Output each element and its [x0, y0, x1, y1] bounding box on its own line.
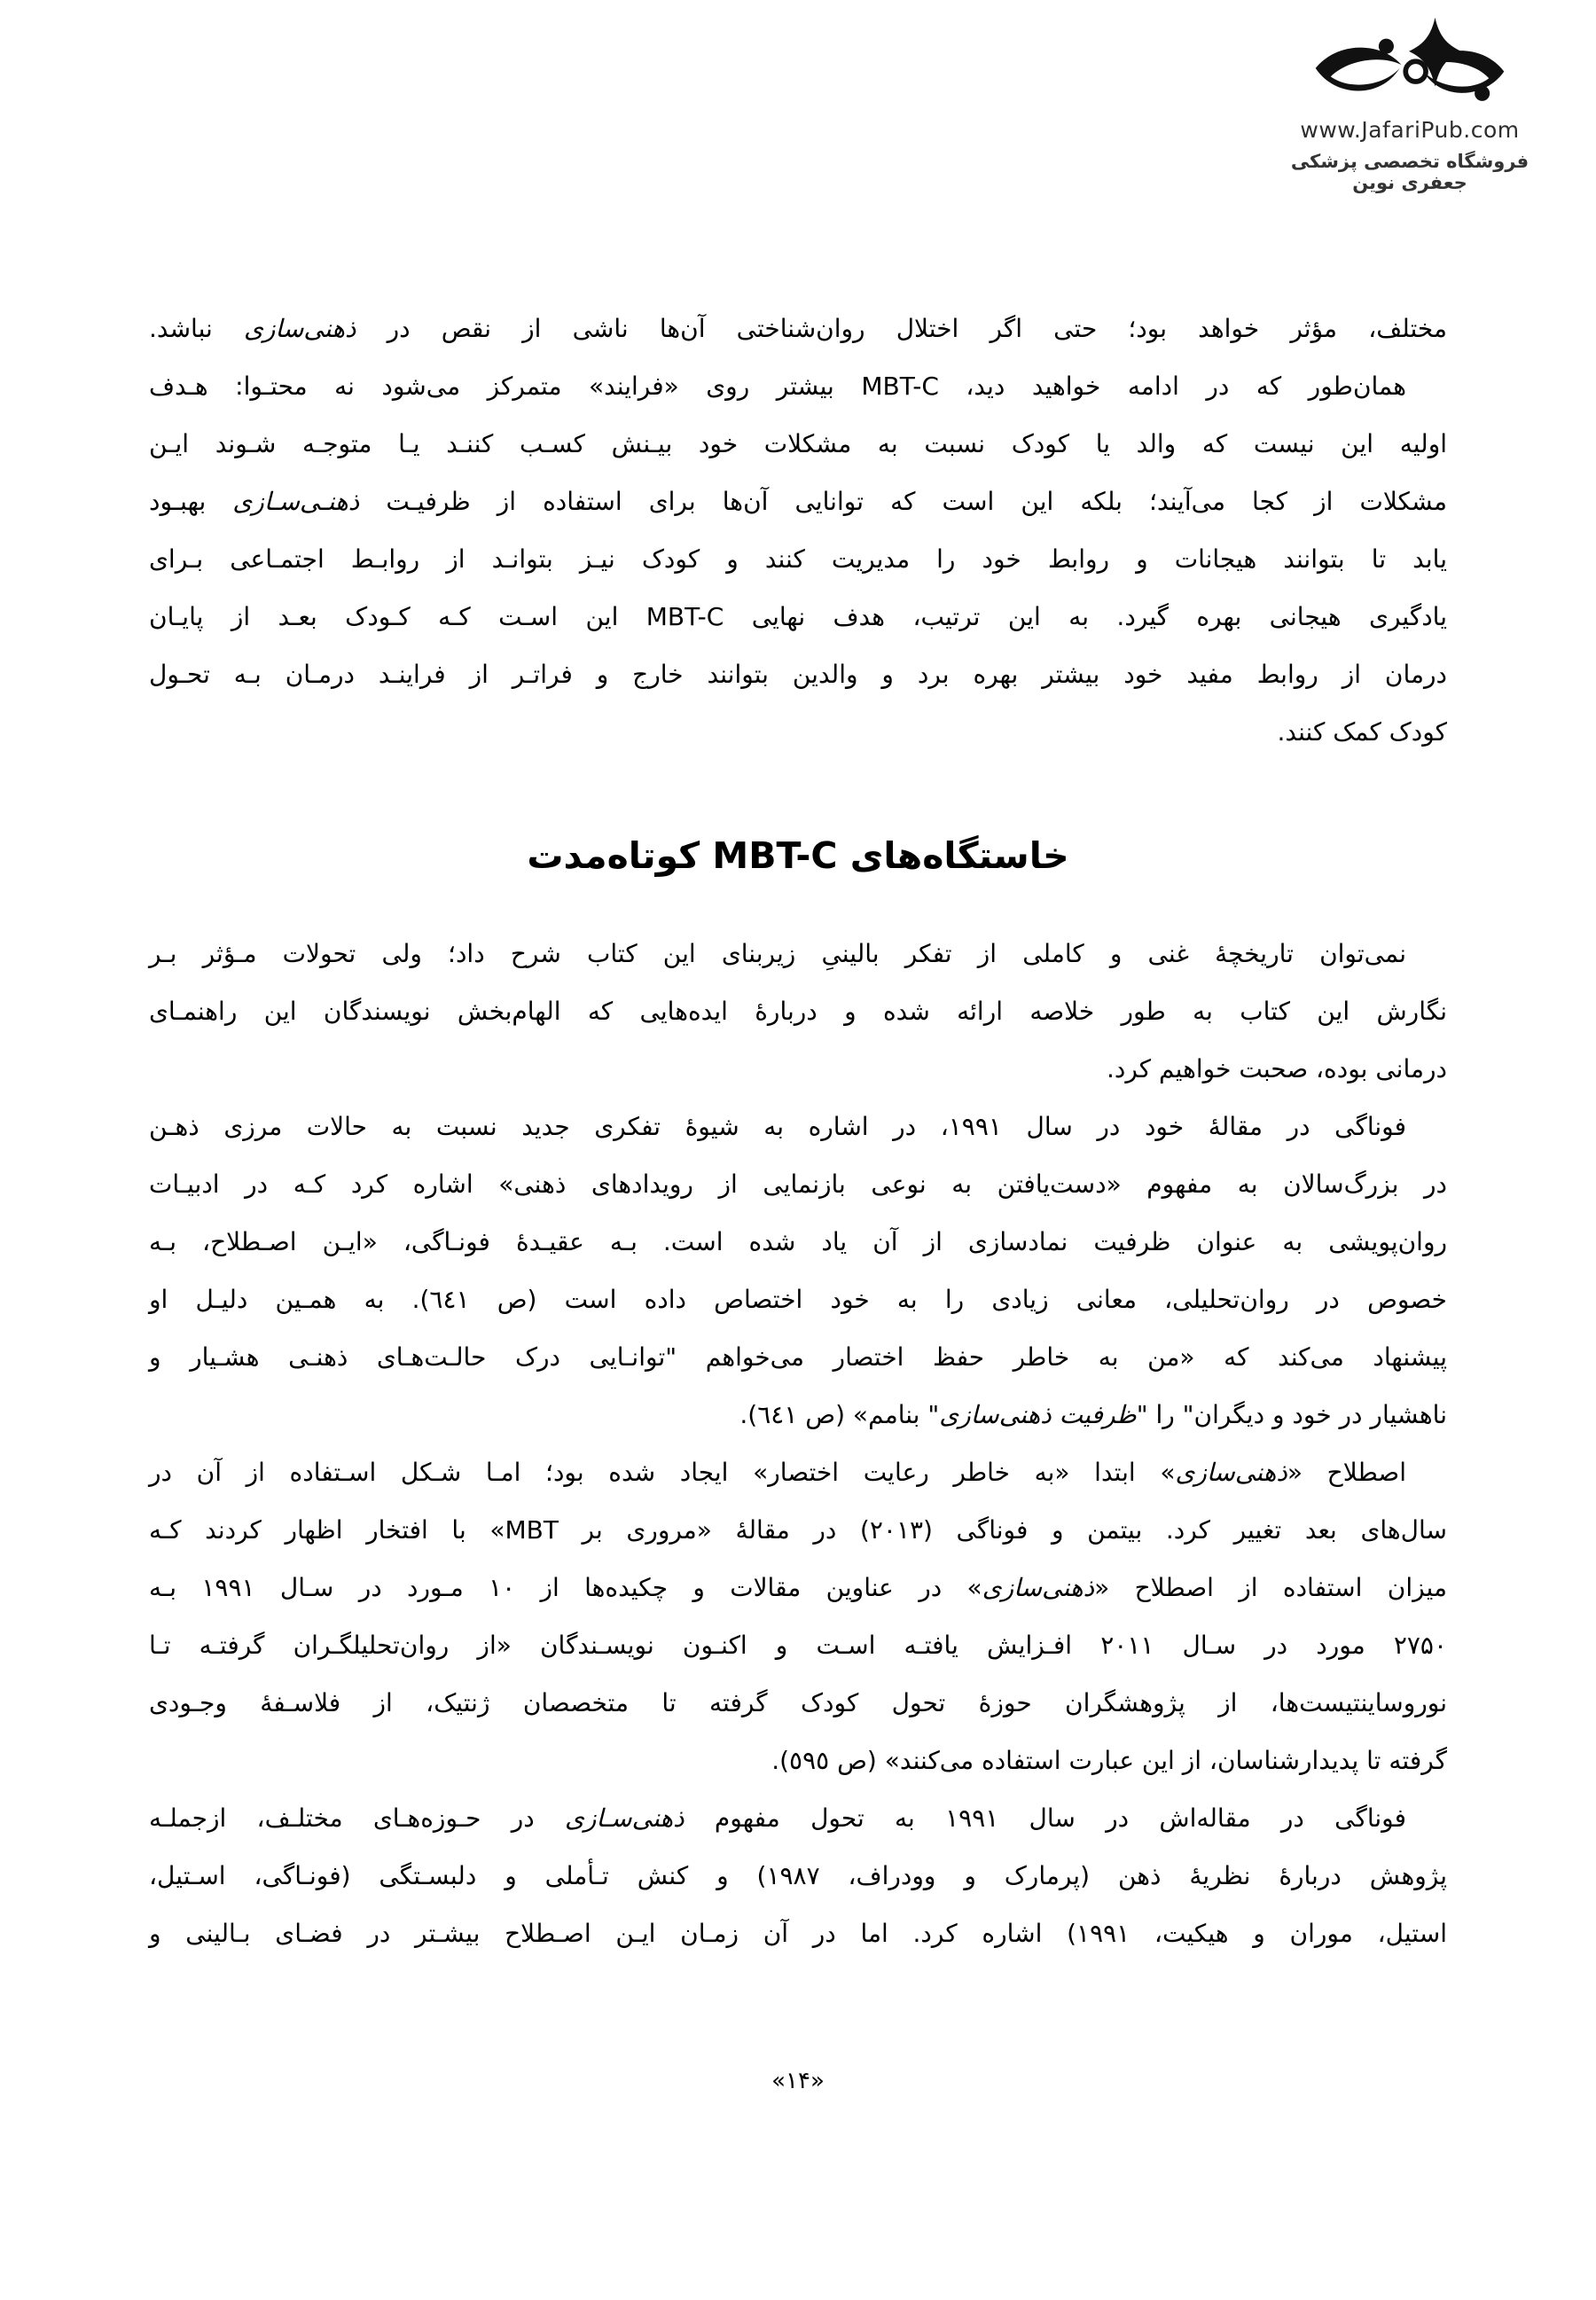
- text-line: [149, 1847, 1447, 1905]
- text-line: [149, 1098, 1447, 1155]
- text-run: همان‌طور که در ادامه خواهید دید، MBT-C بیشتر روی «فرایند» متمرکز می‌شود نه محتـوا: هـدف: [149, 372, 1406, 401]
- text-run: مختلف، مؤثر خواهد بود؛ حتی اگر اختلال روان‌شناختی آن‌ها ناشی از نقص در: [356, 314, 1448, 343]
- text-line: [149, 703, 1447, 761]
- body-text: [149, 300, 1447, 1962]
- text-run: خصوص در روان‌تحلیلی، معانی زیادی را به خود اختصاص داده است (ص ٦٤١). به همـین دلیـل او: [149, 1285, 1447, 1314]
- text-run: ناهشیار در خود و دیگران" را ": [1136, 1400, 1447, 1429]
- text-line: [149, 1674, 1447, 1732]
- text-run: نباشد.: [149, 314, 244, 343]
- text-line: [149, 1732, 1447, 1789]
- text-line: [149, 982, 1447, 1040]
- text-run: درمان از روابط مفید خود بیشتر بهره برد و والدین بتوانند خارج و فراتـر از فراینـد درمـان بـه تحـول: [149, 660, 1447, 689]
- text-run: اصطلاح «: [1287, 1458, 1406, 1487]
- text-run: » ابتدا «به خاطر رعایت اختصار» ایجاد شده بود؛ امـا شـکل اسـتفاده از آن در: [149, 1458, 1176, 1487]
- text-run: اولیه این نیست که والد یا کودک نسبت به مشکلات خود بیـنش کسـب کننـد یـا متوجـه شـوند ایـن: [149, 429, 1447, 458]
- text-run: روان‌پویشی به عنوان ظرفیت نمادسازی از آن یاد شده است. بـه عقیـدهٔ فونـاگی، «ایـن اصـطلاح، بـه: [149, 1227, 1447, 1256]
- text-run: یابد تا بتوانند هیجانات و روابط خود را مدیریت کنند و کودک نیـز بتوانـد از روابـط اجتمـاعی بـرای: [149, 544, 1447, 574]
- text-run: بهبـود: [149, 487, 233, 516]
- section-heading: خاستگاه‌های MBT-C کوتاه‌مدت: [527, 834, 1069, 877]
- italic-term: ذهنی‌سازی: [982, 1573, 1095, 1602]
- text-run: کودک کمک کنند.: [1277, 717, 1447, 747]
- text-run: گرفته تا پدیدارشناسان، از این عبارت استفاده می‌کنند» (ص ٥٩٥).: [771, 1746, 1447, 1775]
- text-run: " بنامم» (ص ٦٤١).: [739, 1400, 940, 1429]
- publisher-url: www.JafariPub.com: [1300, 117, 1520, 143]
- text-line: [149, 1386, 1447, 1443]
- text-line: [149, 530, 1447, 588]
- text-run: استیل، موران و هیکیت، ۱۹۹۱) اشاره کرد. اما در آن زمـان ایـن اصـطلاح بیشـتر در فضـای بـالینی و: [149, 1919, 1447, 1948]
- text-run: » در عناوین مقالات و چکیده‌ها از ۱۰ مـورد در سـال ۱۹۹۱ بـه: [149, 1573, 982, 1602]
- italic-term: ذهنی‌سازی: [1175, 1458, 1287, 1487]
- text-line: [149, 1501, 1447, 1559]
- text-run: در حـوزه‌هـای مختلـف، ازجملـه: [149, 1803, 565, 1833]
- text-run: فوناگی در مقالهٔ خود در سال ۱۹۹۱، در اشاره به شیوهٔ تفکری جدید نسبت به حالات مرزی ذهـن: [149, 1112, 1406, 1141]
- text-line: [149, 1559, 1447, 1616]
- text-run: در بزرگ‌سالان به مفهوم «دست‌یافتن به نوعی بازنمایی از رویدادهای ذهنی» اشاره کرد کـه در ادبیـات: [149, 1170, 1447, 1199]
- text-line: [149, 1213, 1447, 1271]
- text-line: [149, 588, 1447, 645]
- text-run: نمی‌توان تاریخچهٔ غنی و کاملی از تفکر بالینیِ زیربنای این کتاب شرح داد؛ ولی تحولات مـؤثر بـر: [149, 939, 1406, 968]
- italic-term: ظرفیت ذهنی‌سازی: [939, 1400, 1137, 1429]
- text-line: [149, 1616, 1447, 1674]
- jafari-calligraphy-ornament-icon: [1308, 16, 1512, 115]
- text-line: [149, 1155, 1447, 1213]
- publisher-tagline: فروشگاه تخصصی پزشکی جعفری نوین: [1290, 151, 1530, 193]
- text-run: میزان استفاده از اصطلاح «: [1094, 1573, 1447, 1602]
- text-run: سال‌های بعد تغییر کرد. بیتمن و فوناگی (۲۰۱۳) در مقالهٔ «مروری بر MBT» با افتخار اظهار کردند کـه: [149, 1515, 1447, 1545]
- text-line: [149, 1789, 1447, 1847]
- text-run: پژوهش دربارهٔ نظریهٔ ذهن (پرمارک و وودراف، ۱۹۸۷) و کنش تـأملی و دلبسـتگی (فونـاگی، اسـتیل،: [149, 1861, 1447, 1890]
- italic-term: ذهنی‌سـازی: [564, 1803, 685, 1833]
- text-run: نگارش این کتاب به طور خلاصه ارائه شده و دربارهٔ ایده‌هایی که الهام‌بخش نویسندگان این راهنمـای: [149, 997, 1447, 1026]
- text-line: [149, 473, 1447, 530]
- text-line: [149, 1443, 1447, 1501]
- text-line: [149, 415, 1447, 473]
- text-line: [149, 1905, 1447, 1962]
- text-run: درمانی بوده، صحبت خواهیم کرد.: [1106, 1054, 1447, 1084]
- italic-term: ذهنی‌سازی: [243, 314, 356, 343]
- text-line: [149, 357, 1447, 415]
- text-run: فوناگی در مقاله‌اش در سال ۱۹۹۱ به تحول مفهوم: [684, 1803, 1407, 1833]
- text-line: [149, 300, 1447, 357]
- text-run: یادگیری هیجانی بهره گیرد. به این ترتیب، هدف نهایی MBT-C این اسـت کـه کـودک بعـد از پایـان: [149, 602, 1447, 631]
- text-run: نوروساینتیست‌ها، از پژوهشگران حوزهٔ تحول کودک گرفته تا متخصصان ژنتیک، از فلاسـفهٔ وجـودی: [149, 1688, 1447, 1717]
- text-line: [149, 645, 1447, 703]
- page-number: «۱۴»: [771, 2068, 825, 2094]
- text-line: [149, 1328, 1447, 1386]
- page-footer: [0, 2068, 1596, 2094]
- italic-term: ذهنـی‌سـازی: [232, 487, 360, 516]
- text-run: پیشنهاد می‌کند که «من به خاطر حفظ اختصار می‌خواهم "توانـایی درک حالـت‌هـای ذهنـی هشـیار و: [149, 1342, 1447, 1372]
- text-line: [149, 925, 1447, 982]
- text-line: [149, 1271, 1447, 1328]
- text-line: [149, 1040, 1447, 1098]
- text-run: ۲۷۵۰ مورد در سـال ۲۰۱۱ افـزایش یافتـه اسـت و اکنـون نویسـندگان «از روان‌تحلیلگـران گرفتـه تـا: [149, 1631, 1447, 1660]
- text-run: مشکلات از کجا می‌آیند؛ بلکه این است که توانایی آن‌ها برای استفاده از ظرفیـت: [359, 487, 1447, 516]
- publisher-logo: [1268, 16, 1552, 193]
